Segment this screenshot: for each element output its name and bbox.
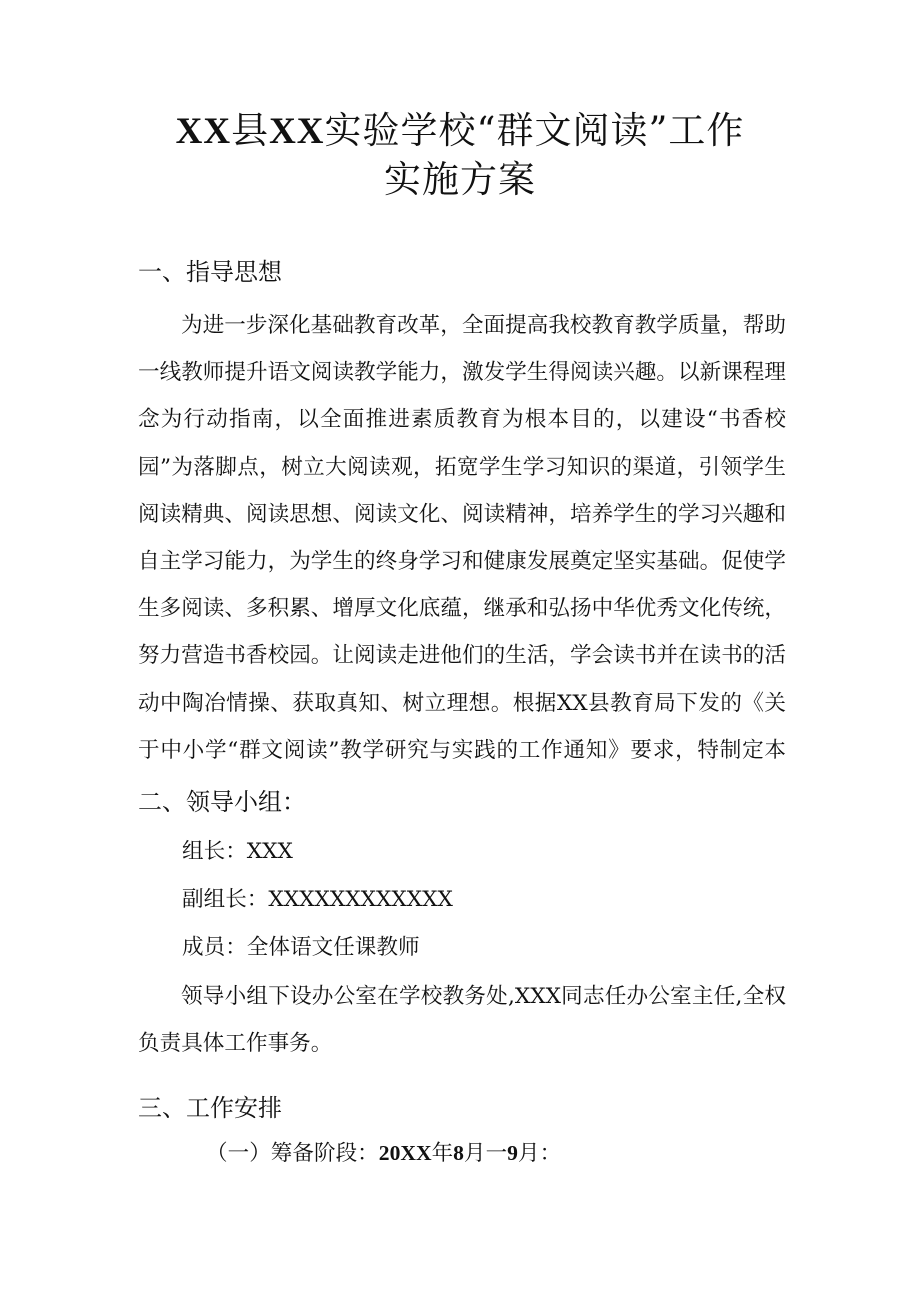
- document-title-line2: 实施方案: [384, 158, 536, 201]
- section-heading-guiding-ideology: 一、指导思想: [138, 258, 282, 286]
- title-school: XX: [269, 111, 325, 152]
- phase-month-unit: 月一: [463, 1141, 508, 1166]
- title-rest: 实验学校“群文阅读”工作: [324, 109, 745, 152]
- vice-leader-line: 副组长：XXXXXXXXXXXX: [182, 887, 453, 912]
- section-heading-work-arrangement: 三、工作安排: [138, 1094, 282, 1122]
- phase-prefix: （一）筹备阶段：: [206, 1141, 379, 1166]
- document-title-line1: [0, 108, 920, 155]
- title-county: XX: [175, 111, 232, 152]
- guiding-ideology-paragraph: 为进一步深化基础教育改革，全面提高我校教育教学质量，帮助一线教师提升语文阅读教学能力，激发学生得阅读兴趣。以新课程理念为行动指南，以全面推进素质教育为根本目的，以建设“书香校园”为落脚点，树立大阅读观，拓宽学生学习知识的渠道，引领学生阅读精典、阅读思想、阅读文化、阅读精神，培养学生的学习兴趣和自主学习能力，为学生的终身学习和健康发展奠定坚实基础。促使学生多阅读、多积累、增厚文化底蕴，继承和弘扬中华优秀文化传统，努力营造书香校园。让阅读走进他们的生活，学会读书并在读书的活动中陶冶情操、获取真知、树立理想。根据XX县教育局下发的《关于中小学“群文阅读”教学研究与实践的工作通知》要求，特制定本: [138, 313, 786, 763]
- section-heading-leadership-group: 二、领导小组：: [138, 788, 306, 816]
- phase-start-month: 8: [453, 1141, 464, 1165]
- phase-end-month: 9: [507, 1141, 518, 1165]
- group-leader-line: 组长：XXX: [182, 839, 293, 864]
- members-line: 成员：全体语文任课教师: [182, 935, 420, 960]
- office-paragraph: 领导小组下设办公室在学校教务处,XXX同志任办公室主任,全权负责具体工作事务。: [138, 984, 786, 1057]
- phase-year-unit: 年: [431, 1141, 454, 1166]
- phase-preparation-line: [206, 1137, 561, 1170]
- title-county-suffix: 县: [231, 109, 270, 152]
- phase-year: 20XX: [378, 1141, 432, 1165]
- phase-suffix: 月：: [517, 1141, 562, 1166]
